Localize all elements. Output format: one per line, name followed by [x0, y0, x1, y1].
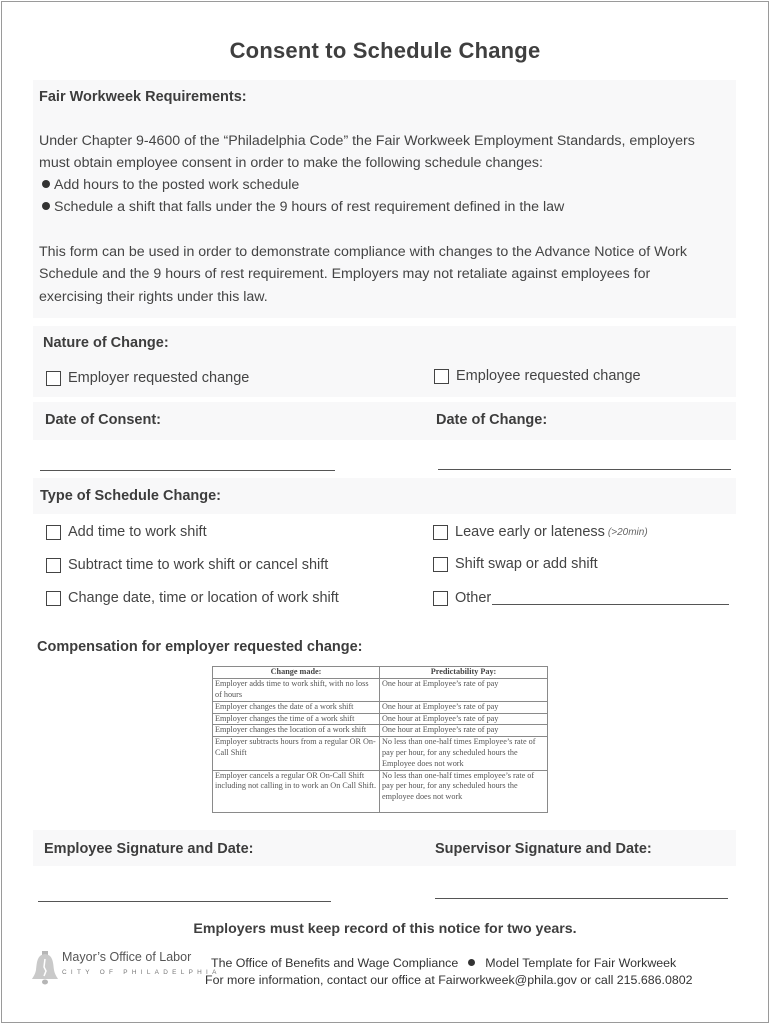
bullet-dot-icon — [42, 202, 50, 210]
para2-line-3: exercising their rights under this law. — [39, 288, 268, 305]
supervisor-signature-field[interactable] — [435, 898, 728, 899]
other-option[interactable] — [433, 590, 729, 606]
table-row — [213, 725, 548, 737]
subtract-time-option[interactable] — [46, 557, 328, 573]
footer-contact: For more information, contact our office at Fairworkweek@phila.gov or call 215.686.0802 — [205, 973, 693, 987]
add-time-checkbox[interactable] — [46, 525, 61, 540]
change-date-label: Change date, time or location of work shift — [68, 590, 339, 606]
nature-heading: Nature of Change: — [43, 335, 169, 351]
intro-line-2: must obtain employee consent in order to make the following schedule changes: — [39, 155, 543, 172]
other-checkbox[interactable] — [433, 591, 448, 606]
change-date-checkbox[interactable] — [46, 591, 61, 606]
table-cell: Employer subtracts hours from a regular OR On-Call Shift — [213, 737, 380, 770]
employer-requested-label: Employer requested change — [68, 370, 250, 386]
add-time-label: Add time to work shift — [68, 524, 207, 540]
employee-signature-label: Employee Signature and Date: — [44, 841, 254, 857]
table-row — [213, 713, 548, 725]
requirements-paragraph — [39, 241, 687, 308]
table-cell: Employer adds time to work shift, with no loss of hours — [213, 678, 380, 701]
para2-line-2: Schedule and the 9 hours of rest requirement. Employers may not retaliate against employees for — [39, 266, 651, 283]
intro-line-1: Under Chapter 9-4600 of the “Philadelphia Code” the Fair Workweek Employment Standards, employers — [39, 133, 695, 149]
employee-requested-option[interactable] — [434, 368, 641, 384]
logo-subtitle: CITY OF PHILADELPHIA — [62, 969, 221, 976]
subtract-time-checkbox[interactable] — [46, 558, 61, 573]
change-date-option[interactable] — [46, 590, 339, 606]
table-header-row — [213, 667, 548, 679]
type-heading: Type of Schedule Change: — [40, 488, 222, 504]
footer-office-line — [211, 956, 676, 970]
table-cell: One hour at Employee’s rate of pay — [380, 678, 548, 701]
table-row — [213, 737, 548, 770]
para2-line-1: This form can be used in order to demonstrate compliance with changes to the Advance Notice of Work — [39, 244, 687, 260]
add-time-option[interactable] — [46, 524, 207, 540]
supervisor-signature-label: Supervisor Signature and Date: — [435, 841, 652, 857]
form-title: Consent to Schedule Change — [229, 38, 541, 63]
table-cell: Employer changes the time of a work shift — [213, 713, 380, 725]
office-name: The Office of Benefits and Wage Compliance — [211, 956, 459, 970]
column-header: Change made: — [213, 667, 380, 679]
shift-swap-option[interactable] — [433, 556, 598, 572]
compensation-heading: Compensation for employer requested change: — [37, 639, 363, 655]
requirements-intro — [39, 130, 695, 175]
table-cell: Employer changes the location of a work shift — [213, 725, 380, 737]
table-row — [213, 770, 548, 812]
compensation-table — [212, 666, 548, 813]
logo-title: Mayor’s Office of Labor — [62, 950, 192, 964]
employer-requested-option[interactable] — [46, 370, 249, 386]
template-name: Model Template for Fair Workweek — [485, 956, 677, 970]
table-row — [213, 678, 548, 701]
bullet-item: Schedule a shift that falls under the 9 hours of rest requirement defined in the law — [42, 199, 564, 215]
bullet-dot-icon — [42, 180, 50, 188]
table-cell: Employer changes the date of a work shift — [213, 701, 380, 713]
leave-early-checkbox[interactable] — [433, 525, 448, 540]
employee-requested-label: Employee requested change — [456, 368, 641, 384]
date-of-consent-field[interactable] — [40, 470, 335, 471]
table-cell: One hour at Employee’s rate of pay — [380, 725, 548, 737]
date-of-change-field[interactable] — [438, 469, 731, 470]
table-cell: One hour at Employee’s rate of pay — [380, 713, 548, 725]
table-cell: No less than one-half times Employee’s rate of pay per hour, for any scheduled hours the Employee does not work — [380, 737, 548, 770]
column-header: Predictability Pay: — [380, 667, 548, 679]
table-cell: No less than one-half times employee’s rate of pay per hour, for any scheduled hours the employee does not work — [380, 770, 548, 812]
date-of-consent-label: Date of Consent: — [45, 412, 161, 428]
office-logo — [31, 950, 221, 990]
separator-dot-icon — [468, 959, 475, 966]
employer-requested-checkbox[interactable] — [46, 371, 61, 386]
other-label: Other — [455, 590, 492, 606]
leave-early-option[interactable] — [433, 524, 648, 540]
record-notice: Employers must keep record of this notice for two years. — [193, 921, 577, 937]
table-cell: One hour at Employee’s rate of pay — [380, 701, 548, 713]
requirements-heading: Fair Workweek Requirements: — [39, 89, 247, 105]
shift-swap-label: Shift swap or add shift — [455, 556, 598, 572]
bullet-item: Add hours to the posted work schedule — [42, 177, 299, 193]
employee-signature-field[interactable] — [38, 901, 331, 902]
date-of-change-label: Date of Change: — [436, 412, 548, 428]
employee-requested-checkbox[interactable] — [434, 369, 449, 384]
liberty-bell-icon — [31, 950, 59, 986]
shift-swap-checkbox[interactable] — [433, 557, 448, 572]
leave-early-label: Leave early or lateness — [455, 524, 605, 540]
leave-early-note: (>20min) — [607, 526, 648, 538]
other-text-field[interactable] — [492, 591, 729, 605]
table-cell: Employer cancels a regular OR On-Call Shift including not calling in to work an On Call Shift. — [213, 770, 380, 812]
table-row — [213, 701, 548, 713]
subtract-time-label: Subtract time to work shift or cancel shift — [68, 557, 329, 573]
